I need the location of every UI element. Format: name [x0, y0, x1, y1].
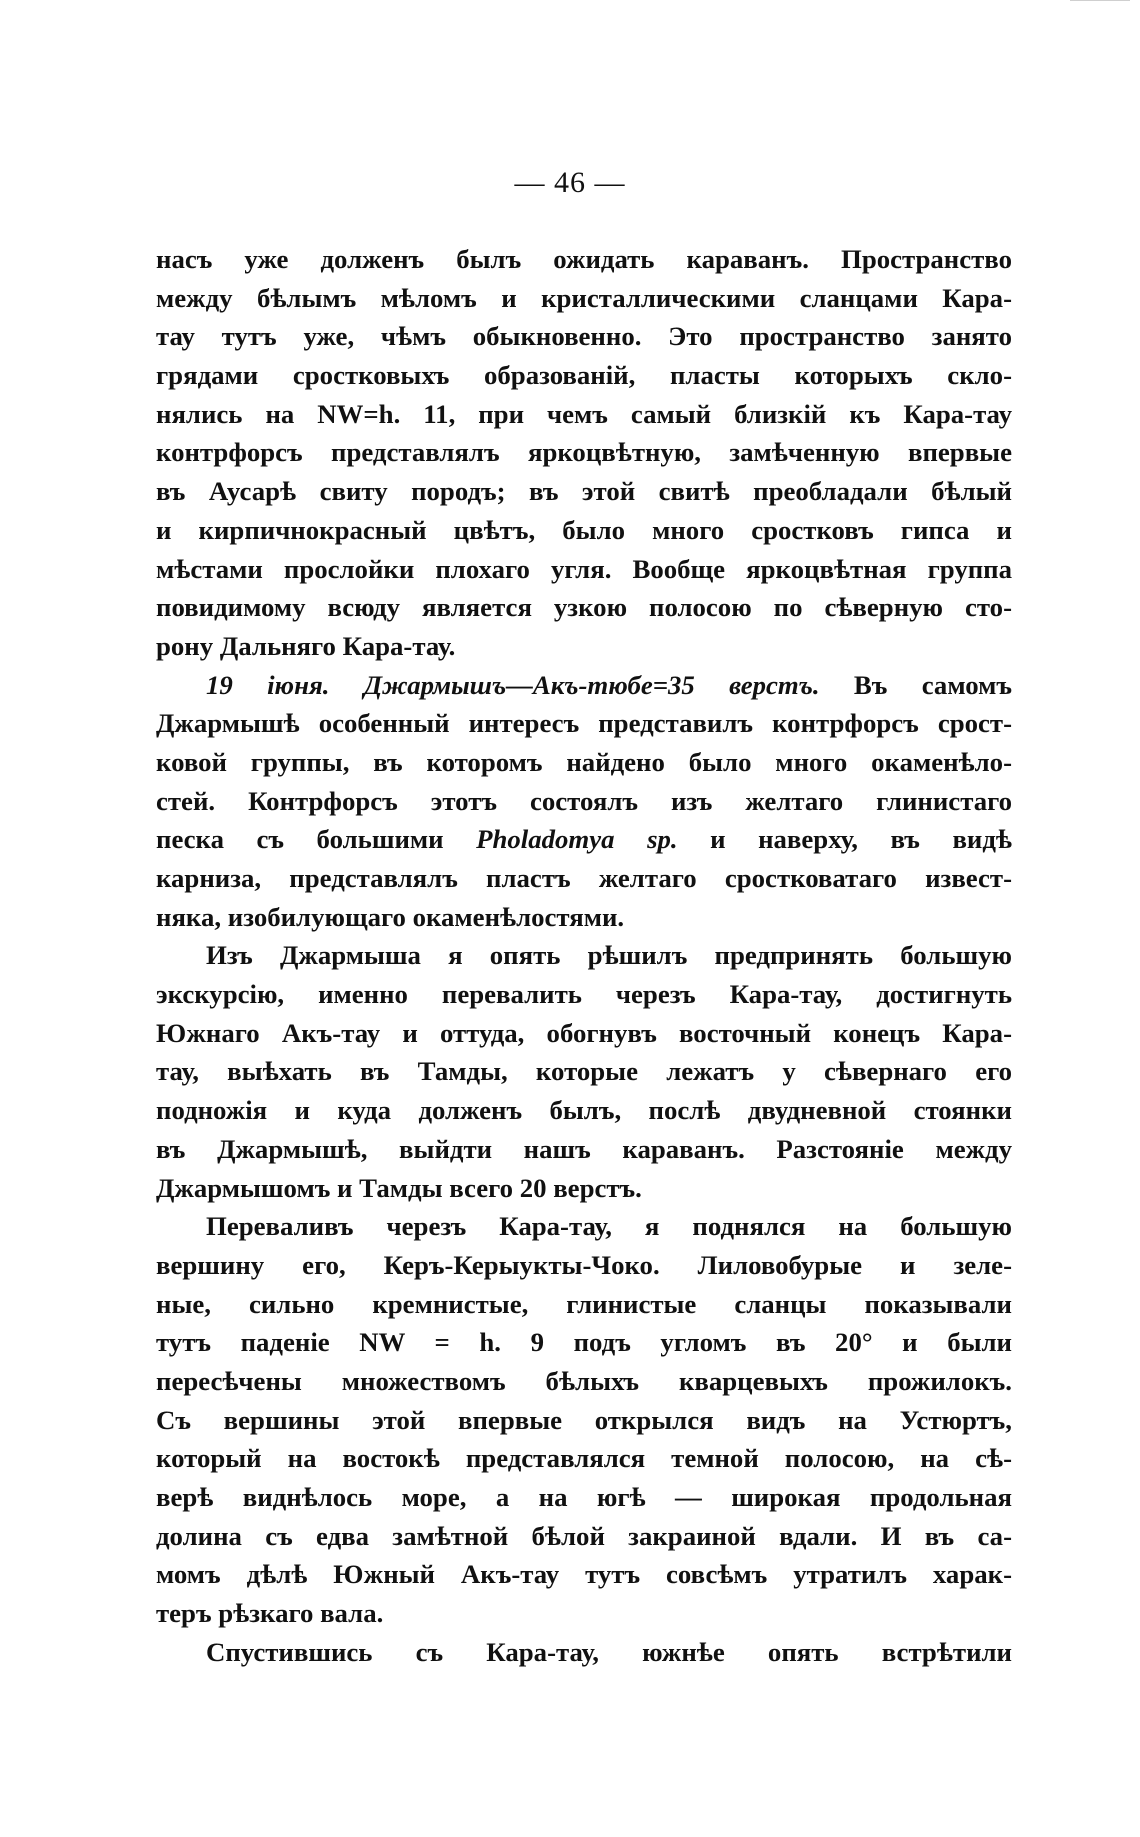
text-line: момъ дѣлѣ Южный Акъ-тау тутъ совсѣмъ утратилъ харак-: [156, 1559, 1012, 1590]
text-line: грядами сростковыхъ образованій, пласты которыхъ скло-: [156, 360, 1012, 391]
text-line: стей. Контрфорсъ этотъ состоялъ изъ желтаго глинистаго: [156, 785, 1012, 816]
text-line: Спустившись съ Кара-тау, южнѣе опять встрѣтили: [206, 1636, 1012, 1667]
text-line: рону Дальняго Кара-тау.: [156, 630, 456, 661]
text-line: Южнаго Акъ-тау и оттуда, обогнувъ восточный конецъ Кара-: [156, 1017, 1012, 1048]
text-line: который на востокѣ представлялся темной полосою, на сѣ-: [156, 1443, 1012, 1474]
text-line: экскурсію, именно перевалить черезъ Кара-тау, достигнуть: [156, 979, 1012, 1010]
text-line: верѣ виднѣлось море, а на югѣ — широкая продольная: [156, 1482, 1012, 1512]
text-line: Изъ Джармыша я опять рѣшилъ предпринять большую: [206, 940, 1012, 971]
text-line: пересѣчены множествомъ бѣлыхъ кварцевыхъ прожилокъ.: [156, 1365, 1012, 1396]
scan-edge-mark: [1070, 0, 1130, 4]
text-fragment: и наверху, въ видѣ: [677, 824, 1012, 855]
text-line: между бѣлымъ мѣломъ и кристаллическими сланцами Кара-: [156, 282, 1012, 313]
text-line: повидимому всюду является узкою полосою по сѣверную сто-: [156, 592, 1012, 623]
text-line: теръ рѣзкаго вала.: [156, 1598, 384, 1629]
text-line: Съ вершины этой впервые открылся видъ на Устюртъ,: [156, 1404, 1012, 1435]
text-line: ковой группы, въ которомъ найдено было много окаменѣло-: [156, 746, 1012, 777]
text-line: долина съ едва замѣтной бѣлой закраиной вдали. И въ са-: [156, 1520, 1012, 1551]
text-line: подножія и куда долженъ былъ, послѣ двудневной стоянки: [156, 1095, 1012, 1126]
date-route-heading: 19 іюня. Джармышъ—Акъ-тюбе=35 верстъ.: [206, 669, 820, 700]
text-line: въ Джармышѣ, выйдти нашъ караванъ. Разстояніе между: [156, 1133, 1012, 1164]
text-line: нялись на NW=h. 11, при чемъ самый близкій къ Кара-тау: [156, 398, 1012, 429]
section-heading-line: [156, 666, 1012, 705]
text-line: карниза, представлялъ пластъ желтаго сростковатаго извест-: [156, 863, 1012, 893]
text-line: вершину его, Керъ-Керыукты-Чоко. Лиловобурые и зеле-: [156, 1249, 1012, 1280]
text-line: тау тутъ уже, чѣмъ обыкновенно. Это пространство занято: [156, 321, 1012, 352]
text-line: тутъ паденіе NW = h. 9 подъ угломъ въ 20° и были: [156, 1327, 1012, 1358]
text-fragment: Въ самомъ: [819, 669, 1012, 700]
text-fragment: песка съ большими: [156, 824, 477, 855]
text-line: контрфорсъ представлялъ яркоцвѣтную, замѣченную впервые: [156, 437, 1012, 468]
text-line: и кирпичнокрасный цвѣтъ, было много сростковъ гипса и: [156, 514, 1012, 545]
text-line-with-species: [156, 820, 1012, 859]
text-line: ные, сильно кремнистые, глинистые сланцы показывали: [156, 1288, 1012, 1319]
text-line: въ Аусарѣ свиту породъ; въ этой свитѣ преобладали бѣлый: [156, 476, 1012, 507]
page-number: — 46 —: [514, 166, 626, 199]
text-line: Джармышѣ особенный интересъ представилъ контрфорсъ срост-: [156, 708, 1012, 739]
body-text: [156, 240, 1012, 1671]
species-name: Pholadomya sp.: [476, 824, 678, 855]
text-line: мѣстами прослойки плохаго угля. Вообще яркоцвѣтная группа: [156, 553, 1012, 584]
text-line: насъ уже долженъ былъ ожидать караванъ. Пространство: [156, 244, 1012, 274]
text-line: тау, выѣхать въ Тамды, которые лежатъ у сѣвернаго его: [156, 1056, 1012, 1087]
text-line: Переваливъ черезъ Кара-тау, я поднялся на большую: [206, 1211, 1012, 1242]
text-line: Джармышомъ и Тамды всего 20 верстъ.: [156, 1172, 642, 1203]
text-line: няка, изобилующаго окаменѣлостями.: [156, 901, 625, 932]
